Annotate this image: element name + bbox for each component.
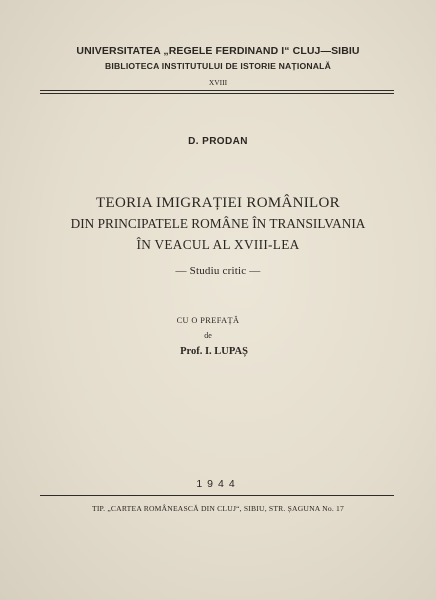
book-title-line-1: TEORIA IMIGRAȚIEI ROMÂNILOR [96, 195, 340, 211]
book-subtitle: — Studiu critic — [175, 265, 261, 277]
library-name: BIBLIOTECA INSTITUTULUI DE ISTORIE NAȚIONALĂ [104, 61, 332, 71]
author-name: D. PRODAN [188, 136, 248, 147]
publication-year: 1944 [196, 478, 240, 490]
header-rule-bottom [40, 93, 394, 94]
preface-author: Prof. I. LUPAȘ [180, 346, 248, 357]
header-rule-top [40, 90, 394, 91]
printer-imprint: TIP. „CARTEA ROMÂNEASCĂ DIN CLUJ“, SIBIU, STR. ȘAGUNA No. 17 [91, 504, 345, 513]
footer-rule [40, 495, 394, 496]
university-name: UNIVERSITATEA „REGELE FERDINAND I“ CLUJ—SIBIU [76, 45, 360, 57]
preface-label: CU O PREFAȚĂ [176, 316, 240, 325]
book-title-line-2: DIN PRINCIPATELE ROMÂNE ÎN TRANSILVANIA [70, 216, 366, 231]
volume-number: XVIII [208, 78, 228, 87]
book-title-line-3: ÎN VEACUL AL XVIII-LEA [136, 237, 300, 252]
preface-de: de [204, 331, 212, 340]
